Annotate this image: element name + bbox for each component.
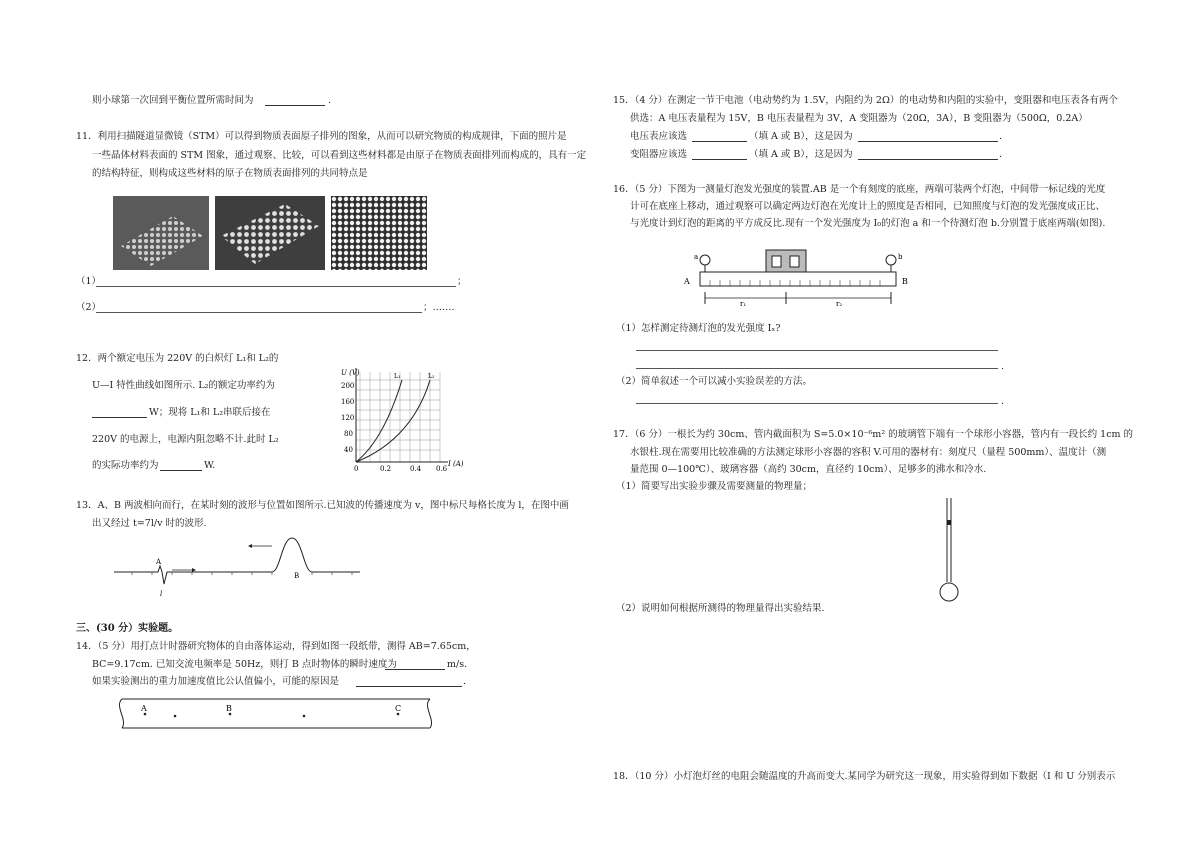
q15-line3b: （填 A 或 B），这是因为 [749,131,853,142]
q15-line2: 供选：A 电压表量程为 15V，B 电压表量程为 3V，A 变阻器为（20Ω，3A），B 变阻器为（500Ω，0.2A） [630,113,1088,124]
q14-line3: 如果实验测出的重力加速度值比公认值偏小，可能的原因是 [92,676,340,687]
q14-line1: 14．（5 分）用打点计时器研究物体的自由落体运动，得到如图一段纸带，测得 AB=7.65cm， [76,641,476,652]
q16-ask2: （2）简单叙述一个可以减小实验误差的方法。 [616,376,813,387]
q14-blank-2[interactable] [356,677,462,687]
wave-line [114,538,360,584]
y-tick-160: 160 [341,398,355,406]
x-tick-0: 0 [354,465,359,473]
photometer-window-left [772,256,781,267]
x-axis-label: I (A) [448,460,464,468]
tape-label-c: C [395,704,402,713]
q16-line3: 与光度计到灯泡的距离的平方成反比.现有一个发光强度为 I₀的灯泡 a 和一个待测灯泡 b.分别置于底座两端(如图). [630,218,1106,229]
q15-line3a: 电压表应该选 [630,131,688,142]
stm-image-3-graphic [331,196,427,270]
wave-diagram [112,534,362,600]
stm-image-2 [215,196,325,270]
mercury-column [947,520,951,525]
q11-answer-2-line[interactable] [96,312,422,313]
q14-blank-1[interactable] [385,660,445,670]
stm-image-2-graphic [215,196,325,270]
label-r1: r₁ [740,300,747,308]
q17-ask1: （1）简要写出实验步骤及需要测量的物理量； [616,481,813,492]
curve-l2 [356,380,430,462]
label-end-b: B [902,277,908,286]
q13-line1: 13．A、B 两波相向而行，在某时刻的波形与位置如图所示.已知波的传播速度为 v，图中标尺每格长度为 l，在图中画 [76,500,569,511]
q11-answer-1-line[interactable] [96,286,456,287]
y-tick-120: 120 [341,414,355,422]
q15-line4b: （填 A 或 B），这是因为 [749,149,853,160]
q10-text: 则小球第一次回到平衡位置所需时间为 [92,95,254,106]
q15-line4a: 变阻器应该选 [630,149,688,160]
glass-tube-diagram [936,494,962,606]
q16-ask1: （1）怎样测定待测灯泡的发光强度 Iₓ? [616,323,781,334]
q11-answer-1-end: ； [457,276,467,287]
tape-right-tear [427,699,431,728]
photometer-diagram [680,246,920,316]
q14-line3-end: . [463,676,467,687]
q14-line2b: m/s. [447,659,468,670]
y-tick-80: 80 [344,430,353,438]
lamp-b [886,255,896,265]
q11-line1: 11．利用扫描隧道显微镜（STM）可以得到物质表面原子排列的图象，从而可以研究物质的构成规律，下面的照片是 [76,131,567,142]
y-axis-label: U (V) [341,369,360,377]
graph-grid [356,372,440,462]
label-lamp-a: a [694,253,699,261]
y-tick-200: 200 [341,382,355,390]
paper-tape-diagram [112,694,438,734]
curve-l2-label: L₂ [428,373,435,380]
q11-line3: 的结构特征，则构成这些材料的原子在物质表面排列的共同特点是 [92,168,368,179]
q12-line5: 的实际功率约为 [92,460,159,471]
wave-label-a: A [156,558,162,566]
q16-ask2-line[interactable] [636,403,998,404]
q12-line3: W；现将 L₁和 L₂串联后接在 [149,407,271,418]
label-r2: r₂ [836,300,843,308]
q15-blank-rheostat[interactable] [692,150,747,160]
q12-blank-2[interactable] [160,461,202,471]
q12-line1: 12．两个额定电压为 220V 的白炽灯 L₁和 L₂的 [76,353,279,364]
q15-blank-voltmeter-reason[interactable] [858,132,998,142]
label-lamp-b: b [898,253,903,261]
label-end-a: A [684,277,690,286]
q16-ask1-line-1[interactable] [636,350,998,351]
q15-blank-rheostat-reason[interactable] [858,150,998,160]
q15-blank-voltmeter[interactable] [692,132,747,142]
y-tick-40: 40 [344,446,353,454]
tape-label-a: A [141,704,147,713]
tape-left-tear [119,699,123,728]
arrow-a-head [192,568,196,572]
q14-line2a: BC=9.17cm. 已知交流电频率是 50Hz，则打 B 点时物体的瞬时速度为 [92,659,397,670]
stm-image-1-graphic [113,196,209,270]
ui-characteristic-graph [336,366,466,474]
bulb-container [940,583,958,601]
tape-dot-1 [174,715,177,718]
q17-ask2: （2）说明如何根据所测得的物理量得出实验结果. [616,603,825,614]
q16-line1: 16．（5 分）下图为一测量灯泡发光强度的装置.AB 是一个有刻度的底座，两端可装两个灯泡，中间带一标记线的光度 [613,184,1106,195]
q16-line2: 计可在底座上移动，通过观察可以确定两边灯泡在光度计上的照度是否相同，已知照度与灯泡的发光强度成正比、 [630,201,1106,212]
q16-ask1-line-2[interactable] [636,368,998,369]
wave-label-l: l [160,590,163,598]
q15-line1: 15．（4 分）在测定一节干电池（电动势约为 1.5V，内阻约为 2Ω）的电动势和内阻的实验中，变阻器和电压表各有两个 [613,95,1118,106]
photometer-window-right [790,256,799,267]
tape-dot-c [397,713,400,716]
q13-line2: 出又经过 t=7l/v 时的波形. [92,518,207,529]
arrow-b-head [248,544,252,548]
q17-line3: 量范围 0—100℃）、玻璃容器（高约 30cm，直径约 10cm）、足够多的沸水和冷水. [630,464,987,475]
tape-label-b: B [226,704,232,713]
q17-line2: 水银柱.现在需要用比较准确的方法测定球形小容器的容积 V.可用的器材有：刻度尺（量程 500mm）、温度计（测 [630,447,1107,458]
q11-answer-1-label: （1） [76,276,102,287]
q11-answer-2-label: （2） [76,302,102,313]
q12-blank-1[interactable] [92,408,147,418]
q16-ask1-end: . [1001,361,1005,372]
x-tick-0-2: 0.2 [380,465,392,473]
base-ab [700,272,896,286]
wave-label-b: B [294,572,300,580]
x-tick-0-6: 0.6 [436,465,448,473]
section-3-heading: 三、(30 分）实验题。 [76,623,179,634]
q17-line1: 17．（6 分）一根长为约 30cm、管内截面积为 S=5.0×10⁻⁶m² 的玻璃管下端有一个球形小容器，管内有一段长约 1cm 的 [613,429,1134,440]
q12-line5-end: W. [204,460,216,471]
q12-line2: U—I 特性曲线如图所示. L₂的额定功率约为 [92,380,275,391]
q10-end: . [328,95,332,106]
q18-line1: 18．（10 分）小灯泡灯丝的电阻会随温度的升高而变大.某同学为研究这一现象，用实验得到如下数据（I 和 U 分别表示 [613,771,1116,782]
curve-l1-label: L₁ [394,373,401,380]
q15-line3-end: . [999,131,1003,142]
q10-blank[interactable] [265,96,325,106]
stm-image-3 [331,196,427,270]
x-tick-0-4: 0.4 [410,465,422,473]
tape-dot-b [229,713,232,716]
q16-ask2-end: . [1001,396,1005,407]
tape-dot-2 [303,715,306,718]
lamp-a [700,255,710,265]
q15-line4-end: . [999,149,1003,160]
q11-answer-2-end: ；……. [423,302,455,313]
stm-image-1 [113,196,209,270]
tape-dot-a [144,713,147,716]
q11-line2: 一些晶体材料表面的 STM 图象，通过观察、比较，可以看到这些材料都是由原子在物质表面排列而构成的，具有一定 [92,150,587,161]
q12-line4: 220V 的电源上，电源内阻忽略不计.此时 L₂ [92,434,279,445]
